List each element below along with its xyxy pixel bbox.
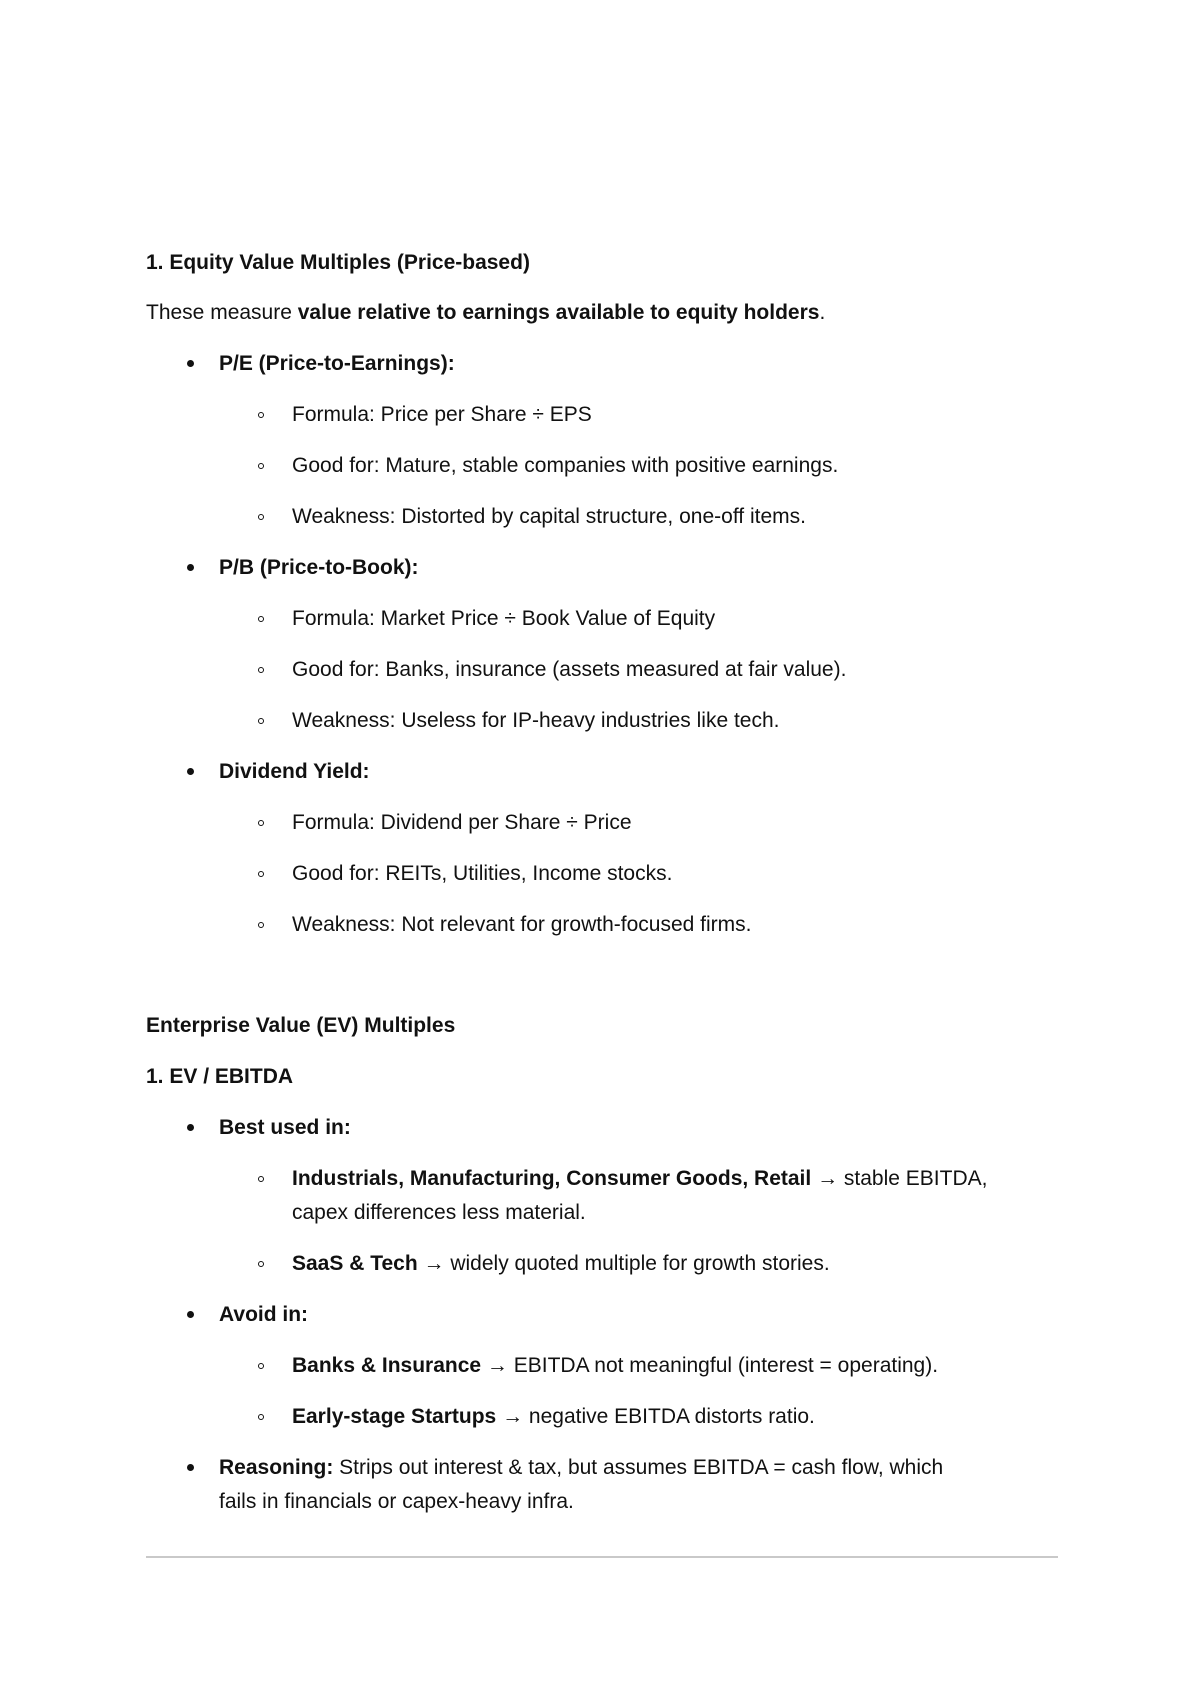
section-heading: Enterprise Value (EV) Multiples (146, 1014, 456, 1037)
list-subitem: Weakness: Useless for IP-heavy industries like tech. (292, 709, 780, 732)
subitem-bold: SaaS & Tech (292, 1252, 418, 1275)
reasoning-text: Strips out interest & tax, but assumes EBITDA = cash flow, which (333, 1456, 944, 1479)
list-item-continuation: fails in financials or capex-heavy infra. (219, 1490, 574, 1513)
intro-prefix: These measure (146, 301, 298, 324)
list-subitem: Good for: Mature, stable companies with positive earnings. (292, 454, 839, 477)
subitem-text: → EBITDA not meaningful (interest = operating). (481, 1354, 939, 1377)
list-subitem: Good for: REITs, Utilities, Income stocks. (292, 862, 673, 885)
list-item-title: P/E (Price-to-Earnings): (219, 352, 455, 375)
circle-bullet-icon (258, 1363, 264, 1369)
circle-bullet-icon (258, 718, 264, 724)
subitem-text: → negative EBITDA distorts ratio. (496, 1405, 815, 1428)
circle-bullet-icon (258, 820, 264, 826)
list-item-title: Best used in: (219, 1116, 351, 1139)
intro-bold: value relative to earnings available to equity holders (297, 301, 820, 324)
list-item-title: Avoid in: (219, 1303, 309, 1326)
circle-bullet-icon (258, 922, 264, 928)
bullet-icon (187, 360, 194, 367)
list-subitem: Weakness: Not relevant for growth-focused firms. (292, 913, 752, 936)
circle-bullet-icon (258, 1176, 264, 1182)
list-item-title: P/B (Price-to-Book): (219, 556, 419, 579)
intro-suffix: . (819, 301, 826, 324)
list-subitem: Weakness: Distorted by capital structure, one-off items. (292, 505, 806, 528)
list-subitem: Formula: Price per Share ÷ EPS (292, 403, 592, 426)
list-subitem-continuation: capex differences less material. (292, 1201, 586, 1224)
reasoning-label: Reasoning: (219, 1456, 334, 1479)
circle-bullet-icon (258, 871, 264, 877)
list-subitem: Formula: Dividend per Share ÷ Price (292, 811, 632, 834)
list-subitem (292, 1404, 815, 1430)
list-subitem (292, 1166, 987, 1192)
section-intro (146, 300, 825, 326)
circle-bullet-icon (258, 463, 264, 469)
bullet-icon (187, 1124, 194, 1131)
list-subitem: Good for: Banks, insurance (assets measured at fair value). (292, 658, 847, 681)
list-item-reasoning (219, 1455, 943, 1481)
bullet-icon (187, 1311, 194, 1318)
list-subitem (292, 1353, 938, 1379)
bullet-icon (187, 564, 194, 571)
subitem-text: → stable EBITDA, (811, 1167, 988, 1190)
circle-bullet-icon (258, 1261, 264, 1267)
circle-bullet-icon (258, 667, 264, 673)
list-subitem: Formula: Market Price ÷ Book Value of Equity (292, 607, 716, 630)
bullet-icon (187, 768, 194, 775)
bullet-icon (187, 1464, 194, 1471)
circle-bullet-icon (258, 1414, 264, 1420)
section-subheading: 1. EV / EBITDA (146, 1065, 294, 1088)
horizontal-divider (146, 1556, 1058, 1558)
section-heading: 1. Equity Value Multiples (Price-based) (146, 251, 530, 274)
list-subitem (292, 1251, 830, 1277)
circle-bullet-icon (258, 514, 264, 520)
subitem-bold: Industrials, Manufacturing, Consumer Goods, Retail (292, 1167, 812, 1190)
subitem-bold: Banks & Insurance (292, 1354, 482, 1377)
circle-bullet-icon (258, 412, 264, 418)
list-item-title: Dividend Yield: (219, 760, 370, 783)
circle-bullet-icon (258, 616, 264, 622)
subitem-text: → widely quoted multiple for growth stories. (417, 1252, 830, 1275)
subitem-bold: Early-stage Startups (292, 1405, 497, 1428)
